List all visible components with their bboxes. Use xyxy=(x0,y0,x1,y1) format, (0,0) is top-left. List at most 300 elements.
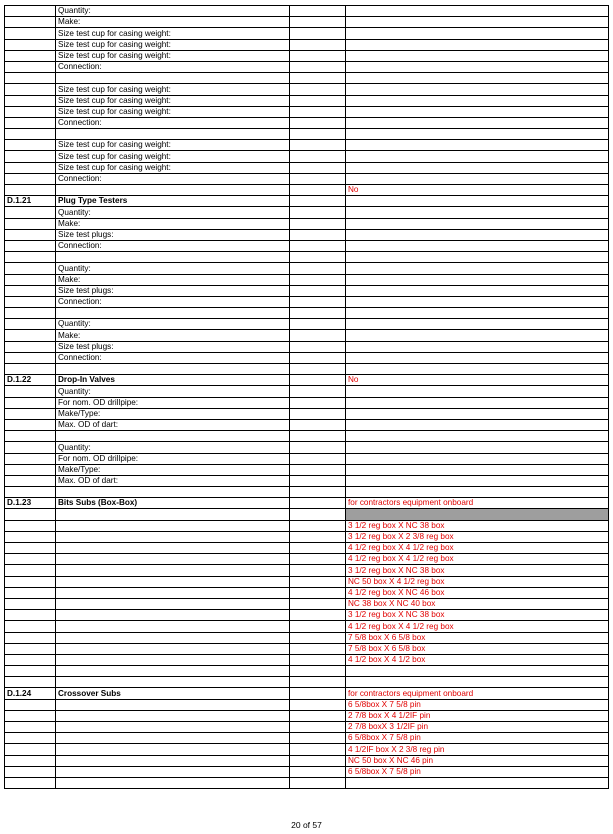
item-label-cell xyxy=(56,531,290,542)
section-id-cell xyxy=(5,61,56,72)
section-id-cell xyxy=(5,162,56,173)
section-id-cell xyxy=(5,766,56,777)
table-row xyxy=(5,509,609,520)
table-row xyxy=(5,50,609,61)
section-id-cell xyxy=(5,129,56,140)
section-id-cell xyxy=(5,632,56,643)
blank-cell xyxy=(290,722,346,733)
blank-cell xyxy=(290,140,346,151)
table-row xyxy=(5,207,609,218)
item-label-cell xyxy=(56,565,290,576)
item-label-cell: Size test cup for casing weight: xyxy=(56,95,290,106)
item-label-cell: Quantity: xyxy=(56,263,290,274)
table-row xyxy=(5,576,609,587)
table-row xyxy=(5,699,609,710)
section-id-cell xyxy=(5,431,56,442)
blank-cell xyxy=(290,185,346,196)
value-cell xyxy=(346,677,609,688)
table-row xyxy=(5,106,609,117)
blank-cell xyxy=(290,73,346,84)
value-cell xyxy=(346,352,609,363)
blank-cell xyxy=(290,710,346,721)
table-row xyxy=(5,408,609,419)
value-cell xyxy=(346,274,609,285)
blank-cell xyxy=(290,777,346,788)
value-cell: 3 1/2 reg box X NC 38 box xyxy=(346,520,609,531)
item-label-cell: Size test plugs: xyxy=(56,285,290,296)
blank-cell xyxy=(290,475,346,486)
value-cell xyxy=(346,285,609,296)
section-id-cell xyxy=(5,699,56,710)
item-label-cell xyxy=(56,129,290,140)
blank-cell xyxy=(290,364,346,375)
equipment-table-container xyxy=(4,5,606,789)
blank-cell xyxy=(290,621,346,632)
section-id-cell xyxy=(5,520,56,531)
section-id-cell xyxy=(5,28,56,39)
value-cell: NC 38 box X NC 40 box xyxy=(346,598,609,609)
table-row xyxy=(5,598,609,609)
blank-cell xyxy=(290,666,346,677)
equipment-table xyxy=(4,5,609,789)
blank-cell xyxy=(290,576,346,587)
value-cell xyxy=(346,17,609,28)
value-cell: 4 1/2 reg box X 4 1/2 reg box xyxy=(346,621,609,632)
table-row xyxy=(5,654,609,665)
section-id-cell xyxy=(5,610,56,621)
item-label-cell xyxy=(56,677,290,688)
section-id-cell xyxy=(5,442,56,453)
value-cell xyxy=(346,386,609,397)
section-id-cell xyxy=(5,733,56,744)
table-row xyxy=(5,610,609,621)
item-label-cell xyxy=(56,252,290,263)
value-cell xyxy=(346,308,609,319)
section-id-cell xyxy=(5,487,56,498)
value-cell: 7 5/8 box X 6 5/8 box xyxy=(346,632,609,643)
section-id-cell xyxy=(5,240,56,251)
blank-cell xyxy=(290,129,346,140)
blank-cell xyxy=(290,587,346,598)
blank-cell xyxy=(290,677,346,688)
value-cell xyxy=(346,666,609,677)
section-id-cell xyxy=(5,6,56,17)
item-label-cell xyxy=(56,632,290,643)
item-label-cell: Connection: xyxy=(56,117,290,128)
value-cell: for contractors equipment onboard xyxy=(346,498,609,509)
table-row xyxy=(5,621,609,632)
value-cell xyxy=(346,207,609,218)
table-row xyxy=(5,73,609,84)
section-id-cell xyxy=(5,755,56,766)
value-cell xyxy=(346,196,609,207)
item-label-cell: Size test plugs: xyxy=(56,229,290,240)
table-row xyxy=(5,308,609,319)
value-cell: 4 1/2 reg box X 4 1/2 reg box xyxy=(346,554,609,565)
blank-cell xyxy=(290,84,346,95)
value-cell xyxy=(346,151,609,162)
table-row xyxy=(5,196,609,207)
table-row xyxy=(5,475,609,486)
item-label-cell xyxy=(56,576,290,587)
item-label-cell xyxy=(56,643,290,654)
value-cell xyxy=(346,240,609,251)
table-row xyxy=(5,95,609,106)
blank-cell xyxy=(290,386,346,397)
value-cell: 6 5/8box X 7 5/8 pin xyxy=(346,699,609,710)
section-id-cell xyxy=(5,296,56,307)
item-label-cell: Make: xyxy=(56,274,290,285)
blank-cell xyxy=(290,632,346,643)
blank-cell xyxy=(290,240,346,251)
blank-cell xyxy=(290,50,346,61)
blank-cell xyxy=(290,106,346,117)
blank-cell xyxy=(290,453,346,464)
blank-cell xyxy=(290,498,346,509)
item-label-cell: Size test cup for casing weight: xyxy=(56,162,290,173)
value-cell xyxy=(346,129,609,140)
section-id-cell xyxy=(5,229,56,240)
value-cell: for contractors equipment onboard xyxy=(346,688,609,699)
item-label-cell: Size test cup for casing weight: xyxy=(56,84,290,95)
blank-cell xyxy=(290,173,346,184)
section-id-cell xyxy=(5,565,56,576)
equipment-table-body xyxy=(5,6,609,789)
section-id-cell xyxy=(5,330,56,341)
value-cell xyxy=(346,6,609,17)
value-cell xyxy=(346,397,609,408)
value-cell xyxy=(346,95,609,106)
section-id-cell xyxy=(5,274,56,285)
item-label-cell xyxy=(56,610,290,621)
table-row xyxy=(5,129,609,140)
table-row xyxy=(5,162,609,173)
table-row xyxy=(5,17,609,28)
blank-cell xyxy=(290,61,346,72)
table-row xyxy=(5,140,609,151)
table-row xyxy=(5,375,609,386)
table-row xyxy=(5,386,609,397)
item-label-cell xyxy=(56,710,290,721)
section-id-cell xyxy=(5,341,56,352)
table-row xyxy=(5,677,609,688)
item-label-cell: Size test cup for casing weight: xyxy=(56,39,290,50)
table-row xyxy=(5,28,609,39)
value-cell xyxy=(346,777,609,788)
item-label-cell xyxy=(56,598,290,609)
table-row xyxy=(5,733,609,744)
blank-cell xyxy=(290,330,346,341)
section-id-cell xyxy=(5,531,56,542)
section-id-cell xyxy=(5,464,56,475)
table-row xyxy=(5,173,609,184)
section-id-cell xyxy=(5,319,56,330)
item-label-cell xyxy=(56,185,290,196)
value-cell: 4 1/2 box X 4 1/2 box xyxy=(346,654,609,665)
value-cell xyxy=(346,475,609,486)
section-id-cell xyxy=(5,50,56,61)
section-id-cell xyxy=(5,84,56,95)
table-row xyxy=(5,442,609,453)
section-id-cell xyxy=(5,777,56,788)
section-id-cell xyxy=(5,386,56,397)
value-cell: 4 1/2IF box X 2 3/8 reg pin xyxy=(346,744,609,755)
section-id-cell xyxy=(5,408,56,419)
section-id-cell: D.1.23 xyxy=(5,498,56,509)
value-cell xyxy=(346,39,609,50)
blank-cell xyxy=(290,285,346,296)
value-cell xyxy=(346,229,609,240)
section-id-cell xyxy=(5,654,56,665)
value-cell: 7 5/8 box X 6 5/8 box xyxy=(346,643,609,654)
value-cell xyxy=(346,453,609,464)
blank-cell xyxy=(290,397,346,408)
blank-cell xyxy=(290,196,346,207)
value-cell xyxy=(346,364,609,375)
table-row xyxy=(5,330,609,341)
table-row xyxy=(5,464,609,475)
item-label-cell: Size test cup for casing weight: xyxy=(56,28,290,39)
table-row xyxy=(5,453,609,464)
value-cell: 3 1/2 reg box X NC 38 box xyxy=(346,610,609,621)
value-cell xyxy=(346,330,609,341)
section-id-cell xyxy=(5,710,56,721)
table-row xyxy=(5,431,609,442)
item-label-cell xyxy=(56,487,290,498)
table-row xyxy=(5,587,609,598)
table-row xyxy=(5,285,609,296)
value-cell xyxy=(346,140,609,151)
section-id-cell xyxy=(5,252,56,263)
table-row xyxy=(5,274,609,285)
table-row xyxy=(5,252,609,263)
value-cell xyxy=(346,218,609,229)
item-label-cell: Make/Type: xyxy=(56,464,290,475)
value-cell xyxy=(346,296,609,307)
item-label-cell xyxy=(56,755,290,766)
table-row xyxy=(5,565,609,576)
value-cell xyxy=(346,263,609,274)
section-id-cell xyxy=(5,95,56,106)
table-row xyxy=(5,666,609,677)
value-cell: 6 5/8box X 7 5/8 pin xyxy=(346,733,609,744)
blank-cell xyxy=(290,319,346,330)
blank-cell xyxy=(290,766,346,777)
blank-cell xyxy=(290,733,346,744)
table-row xyxy=(5,554,609,565)
section-id-cell xyxy=(5,207,56,218)
table-row xyxy=(5,498,609,509)
item-label-cell xyxy=(56,431,290,442)
item-label-cell xyxy=(56,587,290,598)
item-label-cell xyxy=(56,308,290,319)
item-label-cell: Connection: xyxy=(56,296,290,307)
blank-cell xyxy=(290,352,346,363)
page-number: 20 of 57 xyxy=(291,820,322,830)
section-id-cell xyxy=(5,587,56,598)
blank-cell xyxy=(290,17,346,28)
blank-cell xyxy=(290,207,346,218)
item-label-cell xyxy=(56,621,290,632)
item-label-cell: For nom. OD drillpipe: xyxy=(56,453,290,464)
item-label-cell: Connection: xyxy=(56,240,290,251)
table-row xyxy=(5,722,609,733)
blank-cell xyxy=(290,643,346,654)
table-row xyxy=(5,643,609,654)
value-cell: 4 1/2 reg box X NC 46 box xyxy=(346,587,609,598)
blank-cell xyxy=(290,408,346,419)
item-label-cell: Quantity: xyxy=(56,6,290,17)
item-label-cell xyxy=(56,364,290,375)
item-label-cell: Bits Subs (Box-Box) xyxy=(56,498,290,509)
section-id-cell xyxy=(5,73,56,84)
value-cell xyxy=(346,419,609,430)
blank-cell xyxy=(290,744,346,755)
blank-cell xyxy=(290,654,346,665)
blank-cell xyxy=(290,218,346,229)
section-id-cell xyxy=(5,263,56,274)
blank-cell xyxy=(290,487,346,498)
section-id-cell xyxy=(5,218,56,229)
table-row xyxy=(5,397,609,408)
value-cell xyxy=(346,106,609,117)
value-cell: 3 1/2 reg box X NC 38 box xyxy=(346,565,609,576)
section-id-cell xyxy=(5,509,56,520)
value-cell xyxy=(346,73,609,84)
table-row xyxy=(5,543,609,554)
blank-cell xyxy=(290,151,346,162)
section-id-cell xyxy=(5,151,56,162)
table-row xyxy=(5,185,609,196)
blank-cell xyxy=(290,755,346,766)
section-id-cell xyxy=(5,185,56,196)
table-row xyxy=(5,531,609,542)
blank-cell xyxy=(290,419,346,430)
blank-cell xyxy=(290,39,346,50)
blank-cell xyxy=(290,308,346,319)
blank-cell xyxy=(290,375,346,386)
table-row xyxy=(5,487,609,498)
value-cell: NC 50 box X 4 1/2 reg box xyxy=(346,576,609,587)
item-label-cell: Quantity: xyxy=(56,442,290,453)
table-row xyxy=(5,341,609,352)
section-id-cell xyxy=(5,106,56,117)
item-label-cell xyxy=(56,777,290,788)
item-label-cell: Connection: xyxy=(56,173,290,184)
value-cell xyxy=(346,162,609,173)
table-row xyxy=(5,84,609,95)
section-id-cell xyxy=(5,419,56,430)
table-row xyxy=(5,117,609,128)
table-row xyxy=(5,263,609,274)
section-id-cell xyxy=(5,285,56,296)
table-row xyxy=(5,352,609,363)
item-label-cell: Quantity: xyxy=(56,319,290,330)
value-cell xyxy=(346,61,609,72)
table-row xyxy=(5,766,609,777)
blank-cell xyxy=(290,162,346,173)
blank-cell xyxy=(290,610,346,621)
item-label-cell: Max. OD of dart: xyxy=(56,475,290,486)
blank-cell xyxy=(290,554,346,565)
item-label-cell: Make: xyxy=(56,17,290,28)
item-label-cell xyxy=(56,722,290,733)
blank-cell xyxy=(290,229,346,240)
table-row xyxy=(5,364,609,375)
section-id-cell xyxy=(5,364,56,375)
section-id-cell xyxy=(5,17,56,28)
blank-cell xyxy=(290,263,346,274)
value-cell: 3 1/2 reg box X 2 3/8 reg box xyxy=(346,531,609,542)
table-row xyxy=(5,6,609,17)
value-cell xyxy=(346,117,609,128)
table-row xyxy=(5,744,609,755)
table-row xyxy=(5,419,609,430)
value-cell xyxy=(346,487,609,498)
shaded-value-cell xyxy=(346,509,609,520)
table-row xyxy=(5,151,609,162)
table-row xyxy=(5,39,609,50)
section-id-cell xyxy=(5,397,56,408)
table-row xyxy=(5,755,609,766)
table-row xyxy=(5,240,609,251)
blank-cell xyxy=(290,598,346,609)
item-label-cell xyxy=(56,766,290,777)
section-id-cell: D.1.21 xyxy=(5,196,56,207)
value-cell xyxy=(346,50,609,61)
section-id-cell xyxy=(5,39,56,50)
section-id-cell xyxy=(5,308,56,319)
section-id-cell xyxy=(5,543,56,554)
value-cell xyxy=(346,84,609,95)
section-id-cell xyxy=(5,173,56,184)
item-label-cell xyxy=(56,744,290,755)
value-cell xyxy=(346,173,609,184)
item-label-cell xyxy=(56,520,290,531)
table-row xyxy=(5,632,609,643)
item-label-cell xyxy=(56,554,290,565)
section-id-cell xyxy=(5,140,56,151)
section-id-cell: D.1.24 xyxy=(5,688,56,699)
table-row xyxy=(5,319,609,330)
item-label-cell xyxy=(56,73,290,84)
section-id-cell xyxy=(5,117,56,128)
section-id-cell xyxy=(5,643,56,654)
item-label-cell: Make/Type: xyxy=(56,408,290,419)
section-id-cell: D.1.22 xyxy=(5,375,56,386)
section-id-cell xyxy=(5,666,56,677)
value-cell: No xyxy=(346,375,609,386)
item-label-cell: Crossover Subs xyxy=(56,688,290,699)
item-label-cell: Drop-In Valves xyxy=(56,375,290,386)
blank-cell xyxy=(290,565,346,576)
item-label-cell: Size test cup for casing weight: xyxy=(56,50,290,61)
value-cell xyxy=(346,442,609,453)
value-cell: No xyxy=(346,185,609,196)
value-cell xyxy=(346,464,609,475)
blank-cell xyxy=(290,341,346,352)
blank-cell xyxy=(290,95,346,106)
item-label-cell: Connection: xyxy=(56,61,290,72)
value-cell: 2 7/8 boxX 3 1/2IF pin xyxy=(346,722,609,733)
item-label-cell xyxy=(56,543,290,554)
table-row xyxy=(5,61,609,72)
item-label-cell: Size test plugs: xyxy=(56,341,290,352)
table-row xyxy=(5,218,609,229)
value-cell xyxy=(346,408,609,419)
item-label-cell: For nom. OD drillpipe: xyxy=(56,397,290,408)
section-id-cell xyxy=(5,598,56,609)
